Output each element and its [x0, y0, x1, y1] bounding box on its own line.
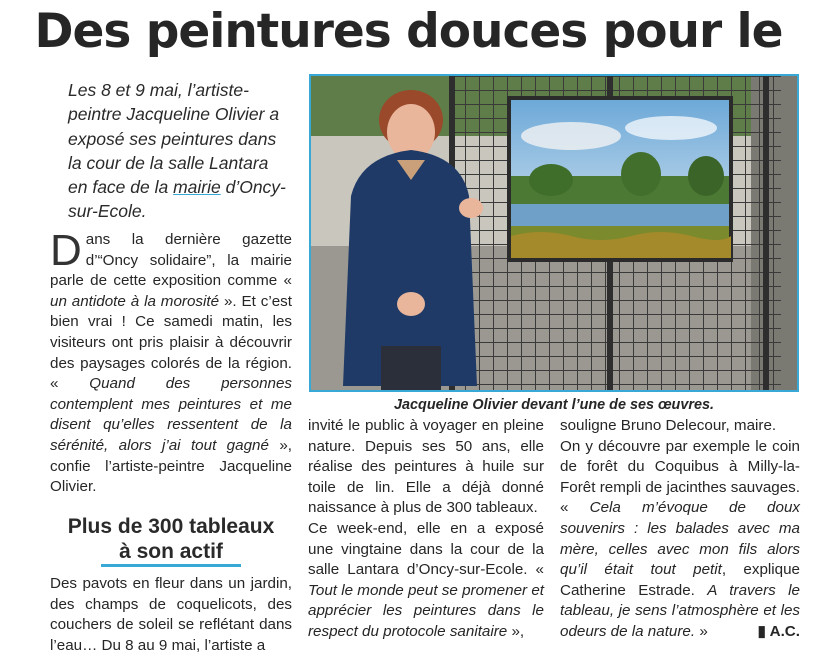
body-text: invité le public à voyager en pleine nature. Depuis ses 50 ans, elle réalise des peintures à huile sur toile de lin. Elle a déjà donné naissance à plus de 300 tableaux. [308, 417, 544, 517]
subheading-line-2: à son actif [101, 540, 241, 567]
article-photo [309, 74, 799, 392]
body-text: ans la dernière gazette d’“Oncy solidaire”, la mairie parle de cette exposition comme « [50, 231, 292, 290]
photo-illustration [311, 76, 797, 390]
drop-cap: D [50, 226, 82, 275]
quote-text: Quand des personnes contemplent mes peintures et me disent qu’elles ressentent de la sérénité, alors j’ai tout gagné [50, 375, 292, 454]
quote-text: un antidote à la morosité [50, 292, 220, 310]
photo-caption: Jacqueline Olivier devant l’une de ses œuvres. [394, 397, 714, 413]
lead-text: Les 8 et 9 mai, l’artiste-peintre Jacqueline Olivier a exposé ses peintures dans la cour de la salle Lantara en face de la [68, 80, 280, 198]
body-text: », [507, 622, 525, 640]
body-text: ». Et c’est bien vrai ! Ce samedi matin, les visiteurs ont pris plaisir à découvrir des paysages colorés de la région. « [50, 292, 292, 393]
body-text: On y découvre par exemple le coin de forêt du Coquibus à Milly-la-Forêt rempli de jacinthes sauvages. « [560, 437, 800, 517]
body-text: souligne Bruno Delecour, maire. [560, 417, 777, 434]
subheading [50, 514, 292, 564]
body-paragraph [560, 437, 800, 643]
body-column-1 [50, 226, 292, 498]
headline: Des peintures douces pour le [34, 4, 783, 59]
quote-text: Cela m’évoque de doux souvenirs : les balades avec ma mère, celles avec mon fils alors qu’il était tout petit [560, 499, 800, 579]
body-text: », confie l’artiste-peintre Jacqueline Olivier. [50, 436, 292, 496]
lead-link[interactable]: mairie [173, 177, 221, 198]
quote-text: Tout le monde peut se promener et apprécier les peintures dans le respect du protocole sanitaire [308, 581, 544, 640]
body-text: » [695, 622, 708, 640]
lead-paragraph [68, 78, 292, 224]
body-paragraph [308, 519, 544, 643]
body-column-2 [308, 416, 544, 643]
body-text: Ce week-end, elle en a exposé une vingtaine dans la cour de la salle Lantara d’Oncy-sur-Ecole. « [308, 519, 544, 579]
author-signature: ▮ A.C. [757, 622, 800, 640]
quote-text: A travers le tableau, je sens l’atmosphère et les odeurs de la nature. [560, 581, 800, 640]
body-column-1-bottom [50, 574, 292, 656]
body-column-3 [560, 416, 800, 643]
body-text: , explique Catherine Estrade. [560, 561, 800, 599]
lead-text-end: d’Oncy-sur-Ecole. [68, 177, 286, 222]
body-text: Des pavots en fleur dans un jardin, des champs de coquelicots, des couchers de soleil se reflétant dans l’eau… Du 8 au 9 mai, l’artiste a [50, 575, 292, 654]
subheading-line-1: Plus de 300 tableaux [67, 515, 275, 538]
